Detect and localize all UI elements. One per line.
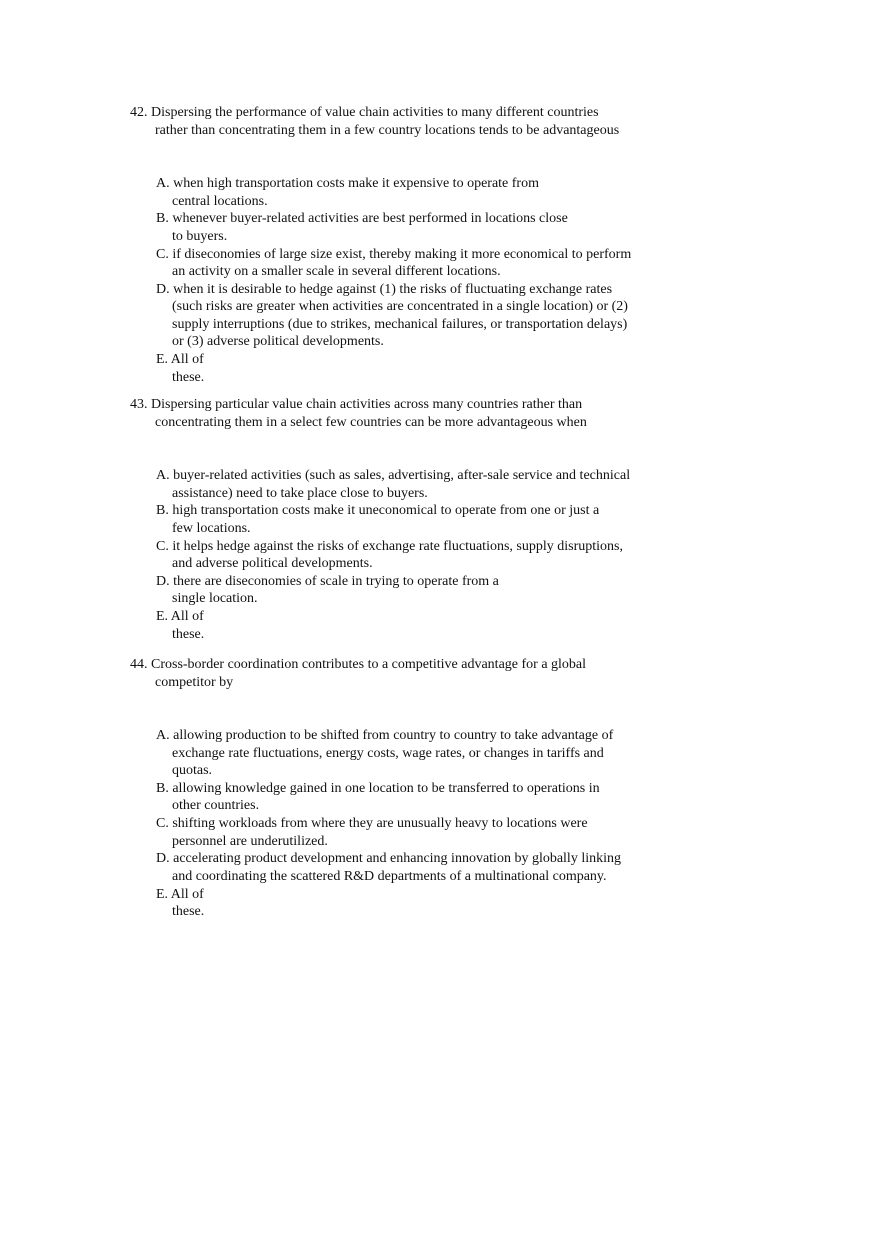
question-2 (0, 396, 880, 643)
answer-option-e (0, 886, 880, 921)
option-letter: E. (156, 886, 169, 902)
answer-option-a (0, 727, 880, 780)
question-stem-line: Cross-border coordination contributes to a competitive advantage for a global (151, 657, 587, 672)
answer-option-d (0, 850, 880, 885)
option-letter: C. (156, 816, 169, 832)
option-text-line: whenever buyer-related activities are best performed in locations close (172, 211, 568, 227)
answer-options (0, 727, 880, 921)
question-number: 43. (130, 397, 148, 412)
option-text-line: exchange rate fluctuations, energy costs, wage rates, or changes in tariffs and (172, 745, 604, 761)
answer-option-a (0, 175, 880, 210)
answer-option-b (0, 780, 880, 815)
option-text-line: central locations. (172, 193, 268, 209)
option-text-line: single location. (172, 591, 258, 607)
option-text-line: when it is desirable to hedge against (1) the risks of fluctuating exchange rates (173, 281, 613, 297)
option-letter: A. (156, 468, 170, 483)
option-text-line: if diseconomies of large size exist, thereby making it more economical to perform (172, 246, 632, 262)
option-text-line: shifting workloads from where they are unusually heavy to locations were (172, 816, 588, 832)
question-stem-line: concentrating them in a select few countries can be more advantageous when (155, 414, 587, 430)
option-text-line: these. (172, 626, 205, 642)
question-stem (0, 656, 880, 691)
option-text-line: accelerating product development and enhancing innovation by globally linking (173, 851, 621, 867)
answer-option-c (0, 246, 880, 281)
option-text-line: buyer-related activities (such as sales, advertising, after-sale service and technical (173, 468, 631, 483)
option-letter: D. (156, 573, 170, 589)
answer-option-b (0, 502, 880, 537)
option-text-line: allowing knowledge gained in one location to be transferred to operations in (172, 780, 600, 796)
question-stem-line: Dispersing the performance of value chain activities to many different countries (151, 105, 599, 120)
question-number: 42. (130, 105, 148, 120)
option-letter: B. (156, 503, 169, 519)
answer-option-b (0, 210, 880, 245)
option-text-line: or (3) adverse political developments. (172, 334, 384, 350)
answer-option-c (0, 538, 880, 573)
option-text-line: it helps hedge against the risks of exchange rate fluctuations, supply disruptions, (172, 538, 623, 554)
option-text-line: All of (170, 609, 204, 625)
option-letter: D. (156, 281, 170, 297)
option-text-line: these. (172, 904, 205, 920)
answer-options (0, 467, 880, 643)
option-text-line: other countries. (172, 798, 260, 814)
option-letter: E. (156, 609, 169, 625)
option-text-line: allowing production to be shifted from country to country to take advantage of (173, 728, 614, 743)
question-stem-line: Dispersing particular value chain activities across many countries rather than (151, 397, 583, 412)
answer-option-e (0, 608, 880, 643)
answer-option-a (0, 467, 880, 502)
option-text-line: assistance) need to take place close to buyers. (172, 485, 428, 501)
question-1 (0, 104, 880, 386)
option-letter: A. (156, 728, 170, 743)
option-text-line: (such risks are greater when activities are concentrated in a single location) or (2) (172, 299, 628, 315)
option-letter: A. (156, 176, 170, 191)
option-text-line: to buyers. (172, 228, 228, 244)
option-letter: B. (156, 780, 169, 796)
answer-options (0, 175, 880, 386)
option-text-line: an activity on a smaller scale in several different locations. (172, 264, 501, 280)
question-stem (0, 396, 880, 431)
answer-option-e (0, 351, 880, 386)
option-text-line: when high transportation costs make it expensive to operate from (173, 176, 539, 191)
option-text-line: there are diseconomies of scale in trying to operate from a (173, 573, 499, 589)
option-letter: E. (156, 352, 169, 368)
option-text-line: supply interruptions (due to strikes, mechanical failures, or transportation delays) (172, 316, 628, 332)
option-text-line: high transportation costs make it uneconomical to operate from one or just a (172, 503, 600, 519)
answer-option-c (0, 815, 880, 850)
answer-option-d (0, 573, 880, 608)
option-letter: D. (156, 851, 170, 867)
option-text-line: and adverse political developments. (172, 556, 373, 572)
question-stem (0, 104, 880, 139)
question-stem-line: competitor by (155, 674, 234, 690)
option-text-line: All of (170, 352, 204, 368)
option-text-line: these. (172, 369, 205, 385)
option-text-line: personnel are underutilized. (172, 833, 328, 849)
option-text-line: few locations. (172, 520, 251, 536)
question-number: 44. (130, 657, 148, 672)
answer-option-d (0, 281, 880, 351)
question-stem-line: rather than concentrating them in a few country locations tends to be advantageous (155, 122, 620, 138)
question-3 (0, 656, 880, 921)
option-letter: B. (156, 211, 169, 227)
option-text-line: and coordinating the scattered R&D departments of a multinational company. (172, 868, 607, 884)
option-text-line: All of (170, 886, 204, 902)
option-text-line: quotas. (172, 763, 213, 778)
option-letter: C. (156, 246, 169, 262)
option-letter: C. (156, 538, 169, 554)
